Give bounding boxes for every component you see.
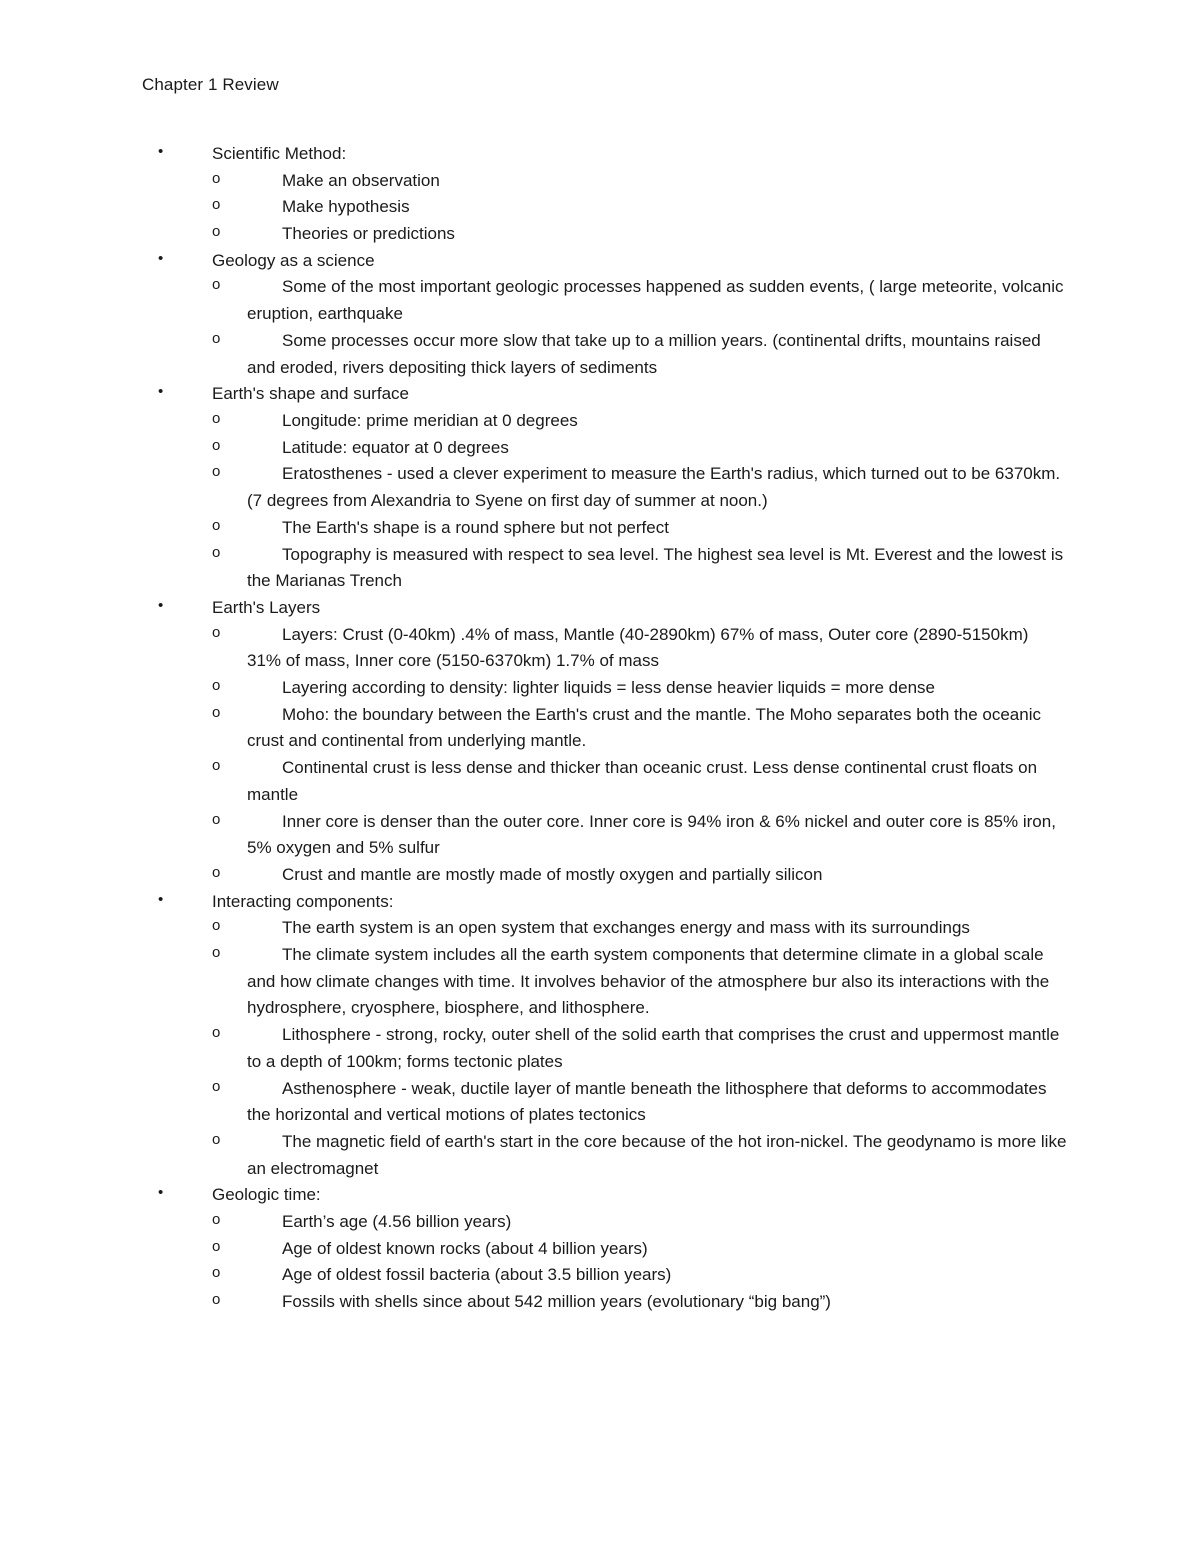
review-outline	[0, 141, 1200, 1316]
list-item-text: Lithosphere - strong, rocky, outer shell of the solid earth that comprises the crust and uppermost mantle to a depth of 100km; forms tectonic plates	[247, 1025, 1060, 1071]
list-item	[0, 168, 1067, 195]
outline-section	[0, 889, 1200, 1183]
list-item-text: Longitude: prime meridian at 0 degrees	[282, 410, 578, 430]
list-item-text: Some processes occur more slow that take up to a million years. (continental drifts, mountains raised and eroded, rivers depositing thick layers of sediments	[247, 330, 1041, 377]
list-item-text: Layering according to density: lighter liquids = less dense heavier liquids = more dense	[282, 678, 935, 697]
list-item	[0, 1129, 1067, 1182]
bullet-icon: •	[158, 143, 164, 160]
list-item-text: Theories or predictions	[282, 224, 455, 244]
list-item-text: The magnetic field of earth's start in the core because of the hot iron-nickel. The geodynamo is more like an electromagnet	[247, 1131, 1067, 1178]
list-item-text: Latitude: equator at 0 degrees	[282, 437, 509, 457]
list-item	[0, 408, 1067, 435]
section-heading	[0, 889, 1200, 916]
list-item	[0, 542, 1067, 595]
section-heading	[0, 381, 1200, 408]
circle-bullet-icon: o	[212, 863, 221, 881]
circle-bullet-icon: o	[212, 1211, 221, 1229]
list-item-text: Earth’s age (4.56 billion years)	[282, 1212, 512, 1232]
circle-bullet-icon: o	[212, 1264, 221, 1282]
list-item	[0, 1289, 1067, 1316]
list-item-text: Fossils with shells since about 542 million years (evolutionary “big bang”)	[282, 1292, 831, 1312]
circle-bullet-icon: o	[212, 169, 221, 187]
list-item	[0, 1209, 1067, 1236]
list-item	[0, 1236, 1067, 1263]
outline-section	[0, 1182, 1200, 1316]
list-item	[0, 1076, 1067, 1129]
list-item-text: Inner core is denser than the outer core. Inner core is 94% iron & 6% nickel and outer core is 85% iron, 5% oxygen and 5% sulfur	[247, 811, 1056, 858]
outline-section	[0, 381, 1200, 595]
list-item-text: The earth system is an open system that exchanges energy and mass with its surroundings	[282, 918, 970, 938]
circle-bullet-icon: o	[212, 436, 221, 454]
circle-bullet-icon: o	[212, 944, 221, 962]
bullet-icon: •	[158, 249, 164, 267]
section-heading-text: Geology as a science	[212, 250, 375, 270]
list-item-text: The climate system includes all the earth system components that determine climate in a global scale and how climate changes with time. It involves behavior of the atmosphere bur also its interactions with the hydrosphere, cryosphere, biosphere, and lithosphere.	[247, 945, 1050, 1018]
outline-section	[0, 141, 1200, 248]
section-heading	[0, 248, 1200, 275]
section-heading-text: Interacting components:	[212, 891, 394, 911]
bullet-icon: •	[158, 383, 164, 401]
list-item-text: Age of oldest fossil bacteria (about 3.5 billion years)	[282, 1265, 672, 1285]
list-item	[0, 515, 1067, 542]
section-heading-text: Scientific Method:	[212, 144, 347, 163]
list-item	[0, 675, 1067, 702]
circle-bullet-icon: o	[212, 703, 221, 721]
circle-bullet-icon: o	[212, 677, 221, 694]
list-item	[0, 1262, 1067, 1289]
section-heading	[0, 1182, 1200, 1209]
circle-bullet-icon: o	[212, 463, 221, 481]
list-item	[0, 221, 1067, 248]
circle-bullet-icon: o	[212, 1077, 221, 1095]
list-item-text: Eratosthenes - used a clever experiment to measure the Earth's radius, which turned out to be 6370km. (7 degrees from Alexandria to Syene on first day of summer at noon.)	[247, 464, 1061, 511]
document-title: Chapter 1 Review	[142, 75, 279, 94]
circle-bullet-icon: o	[212, 516, 221, 534]
list-item-text: Layers: Crust (0-40km) .4% of mass, Mantle (40-2890km) 67% of mass, Outer core (2890-5150km) 31% of mass, Inner core (5150-6370km) 1.7% of mass	[247, 624, 1029, 671]
circle-bullet-icon: o	[212, 196, 221, 214]
list-item-text: Continental crust is less dense and thicker than oceanic crust. Less dense continental crust floats on mantle	[247, 758, 1038, 804]
outline-section	[0, 248, 1200, 382]
circle-bullet-icon: o	[212, 329, 221, 347]
circle-bullet-icon: o	[212, 409, 221, 427]
list-item-text: Age of oldest known rocks (about 4 billion years)	[282, 1238, 648, 1258]
bullet-icon: •	[158, 596, 164, 614]
list-item	[0, 862, 1067, 889]
list-item-text: Crust and mantle are mostly made of mostly oxygen and partially silicon	[282, 864, 823, 884]
circle-bullet-icon: o	[212, 1291, 221, 1309]
section-heading-text: Geologic time:	[212, 1185, 321, 1205]
list-item	[0, 328, 1067, 381]
circle-bullet-icon: o	[212, 543, 221, 561]
circle-bullet-icon: o	[212, 757, 221, 775]
list-item	[0, 942, 1067, 1022]
circle-bullet-icon: o	[212, 810, 221, 828]
section-heading	[0, 141, 1200, 168]
circle-bullet-icon: o	[212, 1024, 221, 1042]
list-item	[0, 274, 1067, 327]
list-item-text: The Earth's shape is a round sphere but not perfect	[282, 517, 669, 537]
list-item	[0, 461, 1067, 514]
list-item-text: Topography is measured with respect to sea level. The highest sea level is Mt. Everest and the lowest is the Marianas Trench	[247, 544, 1064, 591]
circle-bullet-icon: o	[212, 917, 221, 935]
circle-bullet-icon: o	[212, 623, 221, 641]
section-heading	[0, 595, 1200, 622]
list-item-text: Make an observation	[282, 170, 440, 190]
bullet-icon: •	[158, 890, 164, 908]
list-item	[0, 915, 1067, 942]
list-item	[0, 755, 1067, 808]
list-item-text: Make hypothesis	[282, 197, 410, 217]
bullet-icon: •	[158, 1184, 164, 1202]
list-item	[0, 194, 1067, 221]
circle-bullet-icon: o	[212, 223, 221, 241]
section-heading-text: Earth's Layers	[212, 597, 321, 617]
list-item	[0, 622, 1067, 675]
list-item	[0, 1022, 1067, 1075]
circle-bullet-icon: o	[212, 1237, 221, 1255]
list-item-text: Asthenosphere - weak, ductile layer of mantle beneath the lithosphere that deforms to accommodates the horizontal and vertical motions of plates tectonics	[247, 1078, 1047, 1125]
list-item	[0, 702, 1067, 755]
circle-bullet-icon: o	[212, 276, 221, 294]
list-item	[0, 809, 1067, 862]
outline-section	[0, 595, 1200, 889]
section-heading-text: Earth's shape and surface	[212, 384, 409, 404]
list-item-text: Some of the most important geologic processes happened as sudden events, ( large meteorite, volcanic eruption, earthquake	[247, 277, 1064, 324]
circle-bullet-icon: o	[212, 1130, 221, 1148]
list-item-text: Moho: the boundary between the Earth's crust and the mantle. The Moho separates both the oceanic crust and continental from underlying mantle.	[247, 704, 1041, 751]
list-item	[0, 435, 1067, 462]
